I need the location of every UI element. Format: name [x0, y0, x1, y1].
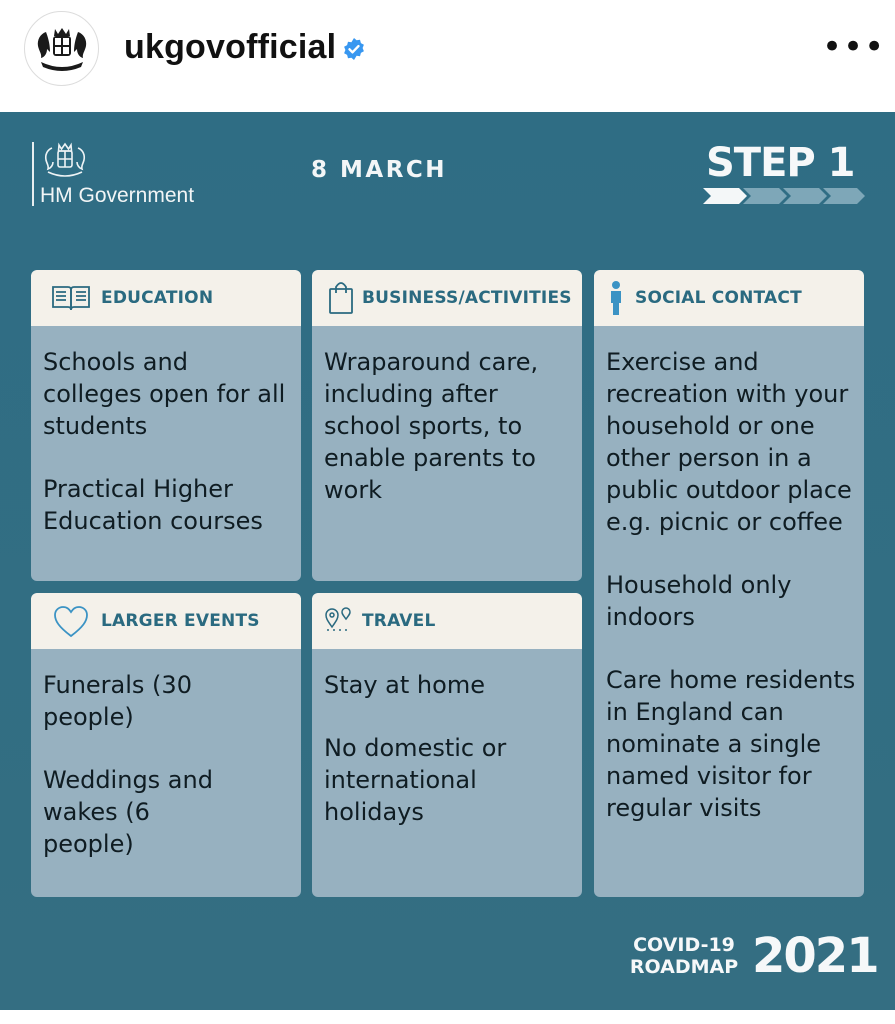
card-body — [606, 346, 856, 824]
card-paragraph: Stay at home — [324, 671, 485, 699]
shopping-bag-icon — [328, 279, 354, 315]
card-title: TRAVEL — [362, 611, 436, 631]
larger-events-card — [31, 593, 301, 897]
heart-icon — [53, 606, 89, 638]
card-body — [324, 669, 574, 828]
hm-government-text: HM Government — [40, 184, 195, 207]
card-paragraph: Practical Higher Education courses — [43, 475, 263, 535]
card-title: BUSINESS/ACTIVITIES — [362, 288, 572, 308]
card-header — [312, 270, 582, 326]
card-header — [594, 270, 864, 326]
education-card — [31, 270, 301, 581]
social-contact-card — [594, 270, 864, 897]
book-icon — [51, 284, 91, 312]
card-paragraph: Wraparound care, including after school sports, to enable parents to work — [324, 348, 539, 504]
royal-crest-icon — [33, 22, 91, 76]
location-pin-icon — [324, 607, 356, 633]
card-body — [43, 669, 293, 860]
covid-roadmap-logo — [624, 928, 878, 984]
business-activities-card — [312, 270, 582, 581]
crest-icon — [42, 140, 88, 180]
card-paragraph: Schools and colleges open for all students — [43, 348, 286, 440]
card-header — [31, 593, 301, 649]
card-paragraph: Funerals (30 people) — [43, 671, 192, 731]
post-header — [0, 0, 895, 112]
card-body — [43, 346, 293, 537]
logo-rule — [32, 142, 34, 206]
profile-avatar[interactable] — [24, 11, 99, 86]
year-label: 2021 — [752, 928, 878, 984]
card-paragraph: Care home residents in England can nominate a single named visitor for regular visits — [606, 666, 856, 822]
card-body — [324, 346, 574, 506]
hm-government-logo — [30, 140, 230, 210]
card-paragraph: Household only indoors — [606, 571, 792, 631]
covid-label: COVID-19 — [633, 934, 735, 956]
card-title: LARGER EVENTS — [101, 611, 260, 631]
card-header — [31, 270, 301, 326]
travel-card — [312, 593, 582, 897]
step-label: STEP 1 — [706, 140, 855, 186]
card-header — [312, 593, 582, 649]
roadmap-label: ROADMAP — [629, 956, 739, 978]
card-title: SOCIAL CONTACT — [635, 288, 802, 308]
card-paragraph: Exercise and recreation with your household or one other person in a public outdoor place e.g. picnic or coffee — [606, 348, 852, 536]
card-title: EDUCATION — [101, 288, 214, 308]
verified-badge-icon — [342, 37, 366, 61]
step-progress-arrows — [703, 186, 865, 206]
post-divider — [0, 1010, 895, 1024]
card-paragraph: Weddings and wakes (6 people) — [43, 766, 213, 858]
username-link[interactable]: ukgovofficial — [124, 28, 337, 66]
person-icon — [608, 280, 624, 316]
more-options-icon[interactable]: ••• — [822, 27, 886, 67]
card-paragraph: No domestic or international holidays — [324, 734, 507, 826]
date-heading: 8 MARCH — [311, 157, 448, 183]
